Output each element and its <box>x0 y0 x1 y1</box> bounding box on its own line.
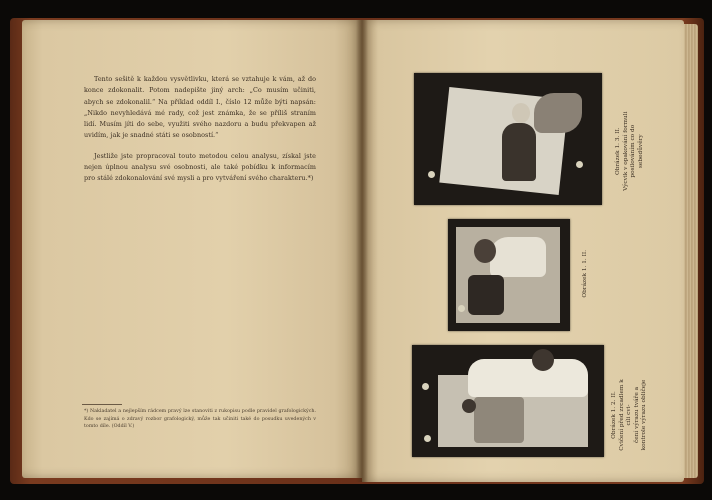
page-edges <box>684 24 698 478</box>
footnote: *) Nakladatel a nejlepším rádcem pravý lze stanoviti z rukopisu podle pravidel grafologických. Kdo se zajímá o zdravý rozbor grafologický, může tak učiniti také do posudku uvedených v tomto díle. (Oddíl V.) <box>84 409 316 430</box>
figure-photo-3 <box>412 345 604 457</box>
figure-caption-3: Obrázek 1. 2. II. Cvičení před zrcadlem k cíli cvi- čení výrazu tváře a kontrole výrazu obličeje <box>611 379 648 451</box>
left-page-text <box>84 74 316 194</box>
footnote-rule <box>82 404 122 405</box>
figure-photo-1 <box>414 73 602 205</box>
paragraph-2: Jestliže jste propracoval touto metodou celou analysu, získal jste nejen úplnou analysu své osobnosti, ale také pobídku k informacím pro stálé zdokonalování své mysli a pro vytváření svého charakteru.*) <box>84 151 316 183</box>
figure-caption-1: Obrázek 1. 3. II. Výcvik v opakování formuli posilováním co do sebedůvěry <box>614 111 644 191</box>
book-gutter <box>356 20 368 482</box>
figure-photo-2 <box>448 219 570 331</box>
figure-caption-2: Obrázek 1. 1. II. <box>582 249 589 298</box>
paragraph-1: Tento sešitě k každou vysvětlivku, která se vztahuje k vám, až do konce zdokonalit. Potom nadepište jiný arch: „Co musím učiniti, abych se zdokonalil.“ Na příklad oddíl I., číslo 12 může býti napsán: „Nikdo nevyhledává mé rady, což jest známka, že se příliš straním lidí. Musím jíti do sebe, využiti svého nazdoru a budu překvapen až uvidím, jak je snadné státi se osobností.“ <box>84 75 316 140</box>
